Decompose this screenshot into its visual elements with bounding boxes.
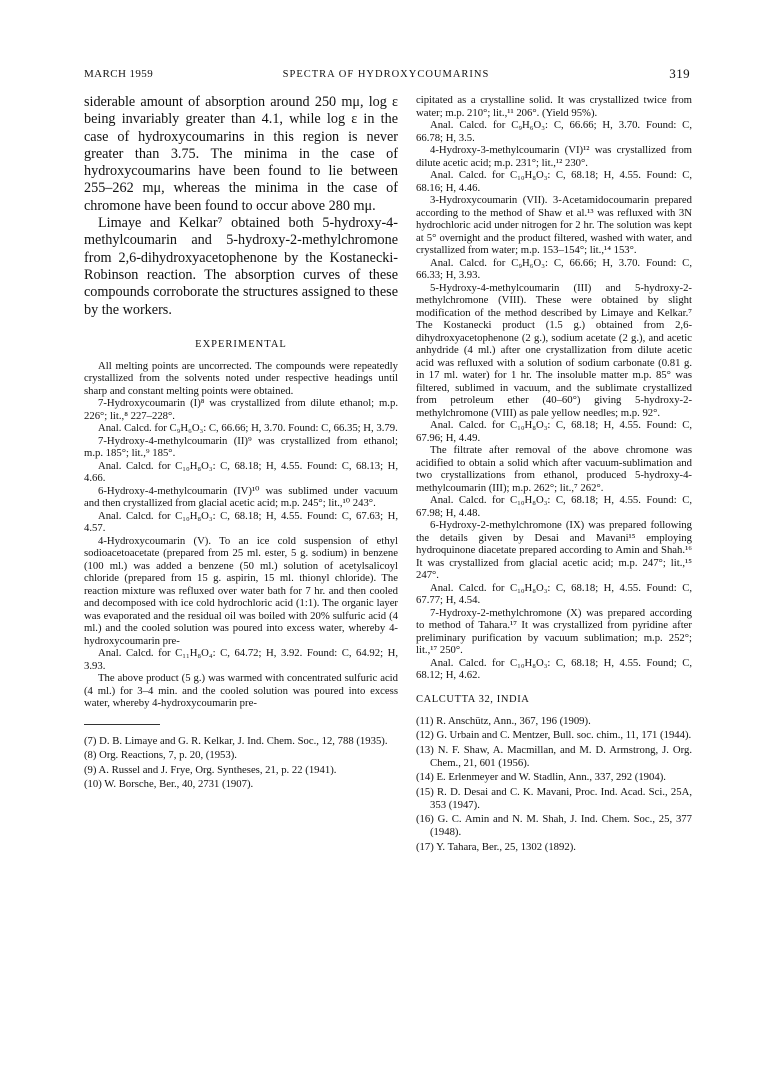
- section-heading: EXPERIMENTAL: [195, 338, 287, 350]
- analysis-line: Anal. Calcd. for C₁₀H₈O₃: C, 68.18; H, 4.55. Found: C, 67.98; H, 4.48.: [416, 494, 692, 519]
- reference-item: (8) Org. Reactions, 7, p. 20, (1953).: [84, 749, 237, 762]
- running-header-title: SPECTRA OF HYDROXYCOUMARINS: [282, 69, 490, 80]
- analysis-line: Anal. Calcd. for C₁₀H₈O₃: C, 68.18; H, 4.55. Found: C, 67.96; H, 4.49.: [416, 419, 692, 444]
- reference-item: (15) R. D. Desai and C. K. Mavani, Proc. Ind. Acad. Sci., 25A, 353 (1947).: [416, 785, 692, 811]
- body-paragraph: Limaye and Kelkar⁷ obtained both 5-hydroxy-4-methylcoumarin and 5-hydroxy-2-methylchromone from 2,6-dihydroxyacetophenone by the Kostanecki-Robinson reaction. The absorption curves of these compounds corroborate the structures assigned to these by the workers.: [84, 215, 398, 318]
- reference-item: (9) A. Russel and J. Frye, Org. Syntheses, 21, p. 22 (1941).: [84, 763, 337, 776]
- reference-item: (12) G. Urbain and C. Mentzer, Bull. soc. chim., 11, 171 (1944).: [416, 729, 692, 741]
- analysis-line: Anal. Calcd. for C₁₀H₈O₃: C, 68.18; H, 4.55. Found: C, 68.16; H, 4.46.: [416, 169, 692, 194]
- analysis-line: Anal. Calcd. for C₁₀H₈O₃: C, 68.18; H, 4.55. Found: C, 67.77; H, 4.54.: [416, 581, 692, 606]
- left-column: [84, 94, 398, 791]
- reference-item: (11) R. Anschütz, Ann., 367, 196 (1909).: [416, 714, 591, 727]
- experimental-paragraph: 4-Hydroxycoumarin (V). To an ice cold suspension of ethyl sodioacetoacetate (prepared from 25 ml. ester, 5 g. sodium) in benzene (100 ml.) was added a benzene (50 ml.) solution of acetylsalicoyl chloride (prepared from 15 g. aspirin, 15 ml. thionyl chloride). The reaction mixture was refluxed over water bath for 7 hr. and then cooled and decomposed with ice cold hydrochloric acid (1:1). The organic layer was evaporated and the residual oil was boiled with 20% sulfuric acid (4 ml.) and the cooled solution was poured into excess water, whereby 4-hydroxycoumarin pre-: [84, 534, 398, 647]
- reference-item: (13) N. F. Shaw, A. Macmillan, and M. D. Armstrong, J. Org. Chem., 21, 601 (1956).: [416, 743, 692, 769]
- experimental-paragraph: The filtrate after removal of the above chromone was acidified to obtain a solid which after vacuum-sublimation and two crystallizations from ethanol, produced 5-hydroxy-4-methylcoumarin (III); m.p. 262°; lit.,⁷ 262°.: [416, 444, 692, 494]
- experimental-paragraph: 7-Hydroxycoumarin (I)⁸ was crystallized from dilute ethanol; m.p. 226°; lit.,⁸ 227–228°.: [84, 397, 398, 422]
- experimental-paragraph: All melting points are uncorrected. The compounds were repeatedly crystallized from the solvents noted under respective headings until sharp and constant melting points were obtained.: [84, 359, 398, 397]
- reference-item: (7) D. B. Limaye and G. R. Kelkar, J. Ind. Chem. Soc., 12, 788 (1935).: [84, 734, 388, 747]
- experimental-paragraph: 5-Hydroxy-4-methylcoumarin (III) and 5-hydroxy-2-methylchromone (VIII). These were obtained by slight modification of the method described by Limaye and Kelkar.⁷ The Kostanecki product (1.5 g.) obtained from 2,6-dihydroxyacetophenone (2 g.), sodium acetate (2 g.), and acetic anhydride (4 ml.) after one crystallization from dilute acetic acid was refluxed with a solution of sodium carbonate (0.81 g. in 17 ml. water) for 1 hr. The insoluble matter m.p. 85° was filtered, sublimed in vacuum, and the sublimate crystallized from petroleum ether (40–60°) giving 5-hydroxy-2-methylchromone (VIII) as pale yellow needles; m.p. 92°.: [416, 281, 692, 419]
- affiliation-place: CALCUTTA 32, INDIA: [416, 693, 530, 705]
- experimental-paragraph: 4-Hydroxy-3-methylcoumarin (VI)¹² was crystallized from dilute acetic acid; m.p. 231°; lit.,¹² 230°.: [416, 144, 692, 169]
- reference-item: (10) W. Borsche, Ber., 40, 2731 (1907).: [84, 778, 254, 791]
- right-column: [416, 94, 692, 854]
- experimental-paragraph: 6-Hydroxy-4-methylcoumarin (IV)¹⁰ was sublimed under vacuum and then crystallized from glacial acetic acid; m.p. 245°; lit.,¹⁰ 243°.: [84, 484, 398, 510]
- analysis-line: Anal. Calcd. for C₁₀H₈O₃: C, 68.18; H, 4.55. Found; C, 68.12; H, 4.62.: [416, 656, 692, 681]
- footnote-rule: [84, 724, 160, 725]
- reference-item: (14) E. Erlenmeyer and W. Stadlin, Ann., 337, 292 (1904).: [416, 771, 666, 783]
- analysis-line: Anal. Calcd. for C₉H₆O₃: C, 66.66; H, 3.70. Found: C, 66.35; H, 3.79.: [98, 422, 398, 435]
- experimental-paragraph: The above product (5 g.) was warmed with concentrated sulfuric acid (4 ml.) for 3–4 min. and the cooled solution was poured into excess water, whereby 4-hydroxycoumarin pre-: [84, 672, 398, 710]
- page-number: 319: [669, 66, 690, 81]
- analysis-line: Anal. Calcd. for C₉H₆O₃: C, 66.66; H, 3.70. Found: C, 66.33; H, 3.93.: [416, 256, 692, 281]
- experimental-paragraph: 6-Hydroxy-2-methylchromone (IX) was prepared following the details given by Desai and Mavani¹⁵ employing hydroquinone diacetate prepared according to Amin and Shah.¹⁶ It was crystallized from glacial acetic acid; m.p. 247°; lit.,¹⁵ 247°.: [416, 519, 692, 581]
- experimental-paragraph: 7-Hydroxy-4-methylcoumarin (II)⁹ was crystallized from ethanol; m.p. 185°; lit.,⁹ 185°.: [84, 434, 398, 460]
- reference-item: (16) G. C. Amin and N. M. Shah, J. Ind. Chem. Soc., 25, 377 (1948).: [416, 813, 692, 838]
- experimental-paragraph: 3-Hydroxycoumarin (VII). 3-Acetamidocoumarin prepared according to the method of Shaw et al.¹³ was refluxed with 3N hydrochloric acid under nitrogen for 2 hr. The solution was kept at 5° overnight and the product filtered, washed with water, and crystallized from water; m.p. 153–154°; lit.,¹⁴ 153°.: [416, 194, 692, 256]
- experimental-paragraph: 7-Hydroxy-2-methylchromone (X) was prepared according to method of Tahara.¹⁷ It was crystallized from pyridine after preliminary purification by vacuum sublimation; m.p. 252°; lit.,¹⁷ 250°.: [416, 606, 692, 656]
- analysis-line: Anal. Calcd. for C₁₀H₈O₃: C, 68.18; H, 4.55. Found: C, 68.13; H, 4.66.: [84, 459, 398, 485]
- analysis-line: Anal. Calcd. for C₉H₆O₃: C, 66.66; H, 3.70. Found: C, 66.78; H, 3.5.: [416, 119, 692, 144]
- experimental-paragraph: cipitated as a crystalline solid. It was crystallized twice from water; m.p. 210°; lit.,¹¹ 206°. (Yield 95%).: [416, 94, 692, 119]
- analysis-line: Anal. Calcd. for C₁₀H₈O₃: C, 68.18; H, 4.55. Found: C, 67.63; H, 4.57.: [84, 509, 398, 535]
- body-paragraph: siderable amount of absorption around 250 mμ, log ε being invariably greater than 4.1, while log ε in the case of hydroxycoumarins in this region is never greater than 3.75. The minima in the case of hydroxycoumarins have been found to lie between 255–262 mμ, whereas the minima in the case of chromone have been found to occur above 280 mμ.: [84, 94, 398, 214]
- analysis-line: Anal. Calcd. for C₁₁H₈O₄: C, 64.72; H, 3.92. Found: C, 64.92; H, 3.93.: [84, 647, 398, 672]
- reference-item: (17) Y. Tahara, Ber., 25, 1302 (1892).: [416, 840, 576, 853]
- running-header-date: MARCH 1959: [84, 68, 154, 80]
